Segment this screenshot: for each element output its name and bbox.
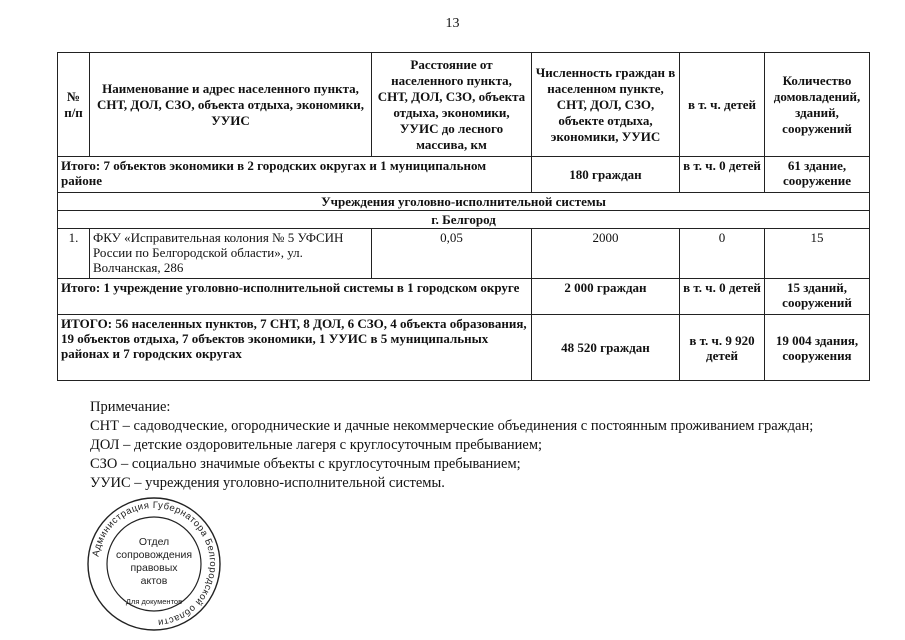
stamp-bottom-text: Для документов bbox=[125, 597, 183, 606]
row-name: ФКУ «Исправительная колония № 5 УФСИН России по Белгородской области», ул. Волчанская, 286 bbox=[90, 229, 372, 279]
section-title: Учреждения уголовно-исполнительной системы bbox=[58, 193, 870, 211]
notes bbox=[90, 398, 880, 493]
stamp-outer-text: Администрация Губернатора Белгородской области bbox=[90, 499, 219, 628]
note-item: ДОЛ – детские оздоровительные лагеря с круглосуточным пребыванием; bbox=[90, 437, 543, 453]
note-item: СЗО – социально значимые объекты с круглосуточным пребыванием; bbox=[90, 456, 521, 472]
grand-total-population: 48 520 граждан bbox=[532, 315, 680, 381]
stamp-line: Отдел bbox=[138, 536, 170, 548]
subtotal-economy-label: Итого: 7 объектов экономики в 2 городских округах и 1 муниципальном районе bbox=[58, 157, 532, 193]
stamp-seal-icon bbox=[84, 494, 224, 634]
table-row bbox=[58, 229, 870, 279]
subtotal-uuis-children: в т. ч. 0 детей bbox=[680, 279, 765, 315]
header-children: в т. ч. детей bbox=[680, 53, 765, 157]
stamp-line: правовых bbox=[130, 562, 178, 574]
subtotal-uuis-buildings: 15 зданий, сооружений bbox=[765, 279, 870, 315]
row-distance: 0,05 bbox=[372, 229, 532, 279]
city-name: г. Белгород bbox=[58, 211, 870, 229]
header-name: Наименование и адрес населенного пункта, СНТ, ДОЛ, СЗО, объекта отдыха, экономики, УУИС bbox=[90, 53, 372, 157]
grand-total-buildings: 19 004 здания, сооружения bbox=[765, 315, 870, 381]
note-item: УУИС – учреждения уголовно-исполнительной системы. bbox=[90, 475, 445, 491]
note-item: СНТ – садоводческие, огороднические и дачные некоммерческие объединения с постоянным проживанием граждан; bbox=[90, 418, 814, 434]
header-distance: Расстояние от населенного пункта, СНТ, ДОЛ, СЗО, объекта отдыха, экономики, УУИС до лесного массива, км bbox=[372, 53, 532, 157]
header-buildings: Количество домовладений, зданий, сооружений bbox=[765, 53, 870, 157]
header-num: № п/п bbox=[58, 53, 90, 157]
row-buildings: 15 bbox=[765, 229, 870, 279]
page-number: 13 bbox=[445, 16, 460, 31]
subtotal-uuis-label: Итого: 1 учреждение уголовно-исполнительной системы в 1 городском округе bbox=[58, 279, 532, 315]
subtotal-uuis-population: 2 000 граждан bbox=[532, 279, 680, 315]
subtotal-uuis-row bbox=[58, 279, 870, 315]
office-stamp bbox=[84, 494, 224, 634]
grand-total-label: ИТОГО: 56 населенных пунктов, 7 СНТ, 8 ДОЛ, 6 СЗО, 4 объекта образования, 19 объектов отдыха, 7 объектов экономики, 1 УУИС в 5 муниципальных районах и 7 городских округах bbox=[58, 315, 532, 381]
subtotal-economy-buildings: 61 здание, сооружение bbox=[765, 157, 870, 193]
grand-total-children: в т. ч. 9 920 детей bbox=[680, 315, 765, 381]
subtotal-economy-row bbox=[58, 157, 870, 193]
table-header-row bbox=[58, 53, 870, 157]
row-children: 0 bbox=[680, 229, 765, 279]
notes-title: Примечание: bbox=[90, 399, 171, 415]
header-population: Численность граждан в населенном пункте, СНТ, ДОЛ, СЗО, объекте отдыха, экономики, УУИС bbox=[532, 53, 680, 157]
summary-table bbox=[57, 52, 870, 381]
grand-total-row bbox=[58, 315, 870, 381]
subtotal-economy-population: 180 граждан bbox=[532, 157, 680, 193]
section-title-row bbox=[58, 193, 870, 211]
subtotal-economy-children: в т. ч. 0 детей bbox=[680, 157, 765, 193]
row-population: 2000 bbox=[532, 229, 680, 279]
stamp-line: актов bbox=[140, 575, 168, 587]
city-row bbox=[58, 211, 870, 229]
row-num: 1. bbox=[58, 229, 90, 279]
stamp-line: сопровождения bbox=[115, 549, 193, 561]
